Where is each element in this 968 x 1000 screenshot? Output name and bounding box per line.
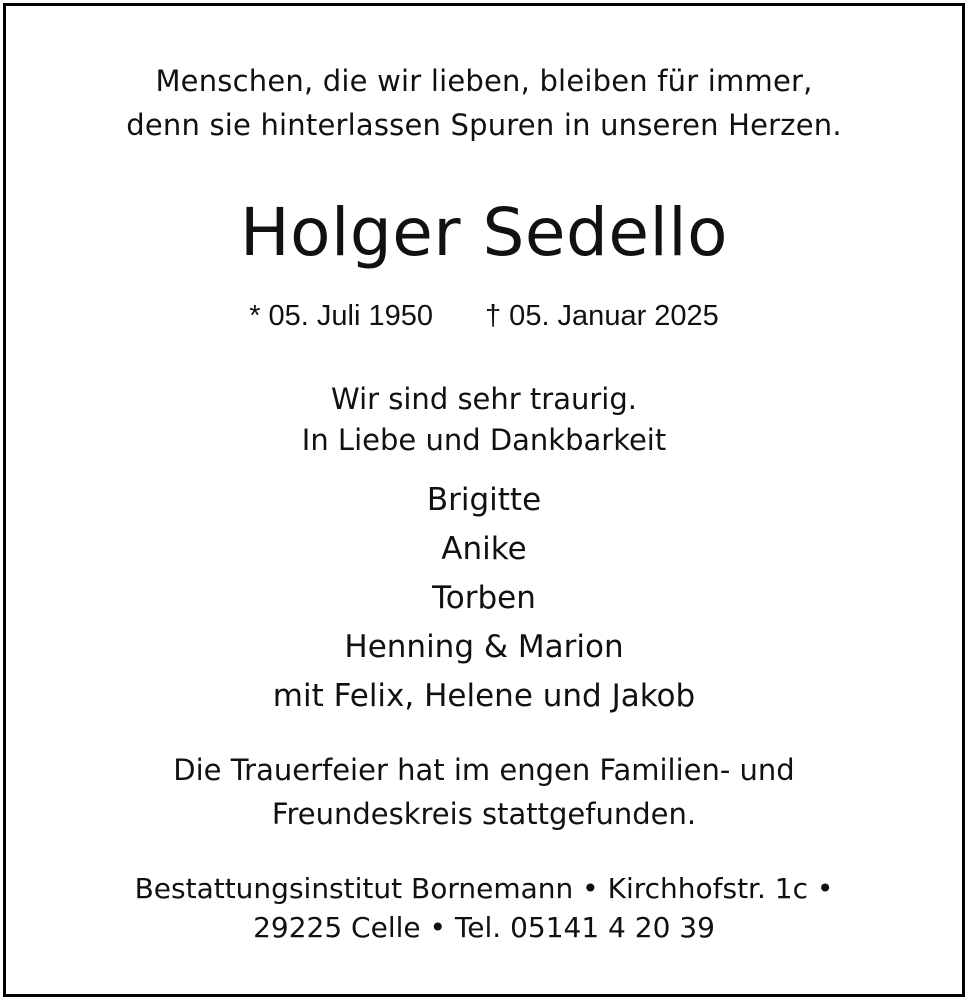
family-member: Torben	[432, 580, 536, 616]
family-member: Brigitte	[426, 482, 542, 518]
deceased-name: Holger Sedello	[239, 194, 728, 271]
message-line-2: In Liebe und Dankbarkeit	[301, 423, 667, 457]
family-member: Anike	[441, 531, 527, 567]
quote-line-1: Menschen, die wir lieben, bleiben für immer,	[155, 64, 813, 98]
undertaker-line-2: 29225 Celle • Tel. 05141 4 20 39	[253, 911, 715, 944]
quote-line-2: denn sie hinterlassen Spuren in unseren Herzen.	[126, 108, 842, 142]
death-date: † 05. Januar 2025	[485, 300, 719, 332]
ceremony-line-2: Freundeskreis stattgefunden.	[271, 797, 697, 831]
life-dates	[0, 300, 968, 333]
family-member: Henning & Marion	[344, 629, 624, 665]
undertaker-line-1: Bestattungsinstitut Bornemann • Kirchhofstr. 1c •	[134, 872, 834, 905]
message-line-1: Wir sind sehr traurig.	[331, 382, 637, 416]
family-member: mit Felix, Helene und Jakob	[272, 678, 696, 714]
birth-date: * 05. Juli 1950	[249, 300, 433, 332]
ceremony-line-1: Die Trauerfeier hat im engen Familien- und	[173, 753, 795, 787]
